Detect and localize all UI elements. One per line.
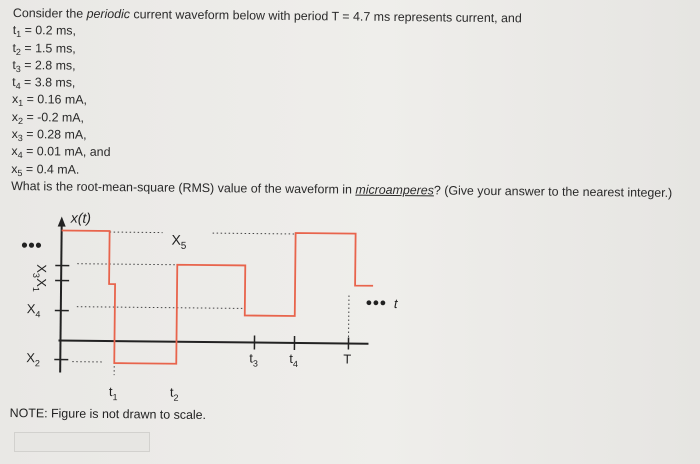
param-x1: $x_1 = 0.16$ mA,: [11, 92, 88, 109]
label-period-T: T: [343, 351, 352, 367]
label-t1: $t_1$: [108, 384, 118, 403]
current-waveform: [60, 231, 373, 369]
label-x3: $X_3$: [31, 264, 50, 278]
param-t3: $t_3 = 2.8$ ms,: [12, 57, 76, 74]
label-t4: $t_4$: [289, 350, 298, 370]
label-x1: $X_1$: [30, 278, 50, 292]
param-t4: $t_4 = 3.8$ ms,: [12, 75, 76, 92]
problem-intro: Consider the periodic current waveform below with period T = 4.7 ms represents current, and: [12, 5, 522, 26]
label-t3: $t_3$: [249, 350, 258, 369]
leading-ellipsis: [22, 243, 41, 248]
param-x3: $x_3 = 0.28$ mA,: [11, 127, 87, 144]
label-x5: $X_5$: [171, 231, 187, 252]
emphasis-periodic: periodic: [86, 6, 131, 22]
param-x2: $x_2 = -0.2$ mA,: [11, 109, 85, 126]
param-t2: $t_2 = 1.5$ ms,: [12, 40, 76, 57]
question-text: What is the root-mean-square (RMS) value of the waveform in microamperes? (Give your answer to the nearest integer.): [11, 178, 673, 200]
param-x4: $x_4 = 0.01$ mA, and: [11, 144, 111, 161]
trailing-ellipsis: [366, 300, 385, 305]
answer-input[interactable]: [14, 432, 150, 452]
param-x5: $x_5 = 0.4$ mA.: [11, 161, 80, 178]
param-t1: $t_1 = 0.2$ ms,: [12, 23, 77, 40]
label-x4: $X_4$: [26, 301, 41, 320]
label-t2: $t_2$: [169, 384, 179, 403]
label-ellipsis-t: t: [393, 296, 398, 312]
y-axis-label: x(t): [70, 209, 92, 226]
x-axis: [58, 340, 368, 343]
label-x2: $X_2$: [26, 350, 40, 369]
microamperes-link[interactable]: microamperes: [355, 182, 434, 198]
figure-note: NOTE: Figure is not drawn to scale.: [9, 405, 207, 423]
y-axis-arrow: [58, 216, 66, 226]
y-axis: [60, 223, 62, 373]
